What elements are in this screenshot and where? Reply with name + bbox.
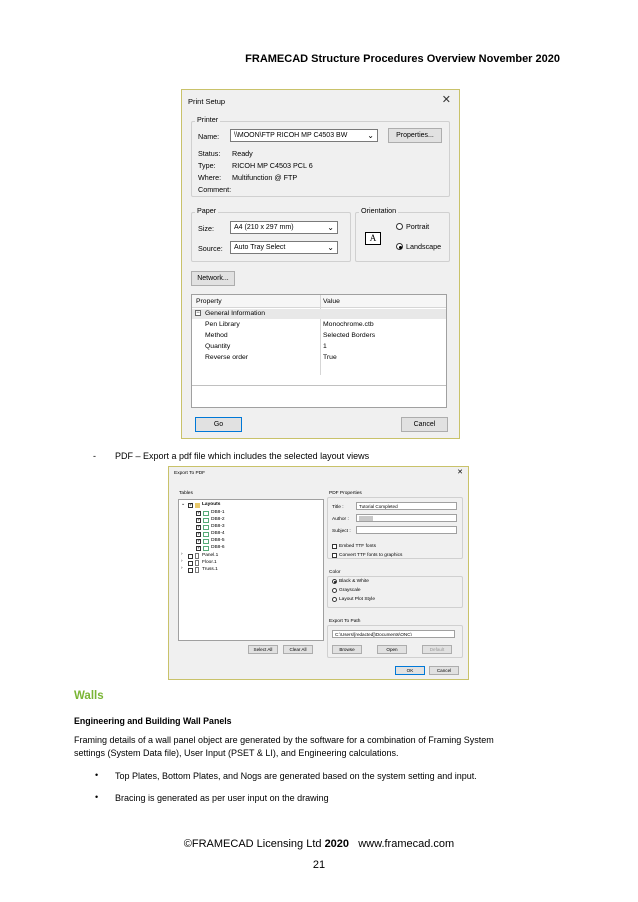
subject-input[interactable]: [356, 526, 457, 534]
chevron-down-icon: ⌄: [327, 243, 334, 252]
layout-icon: [203, 532, 209, 537]
source-label: Source:: [198, 244, 223, 253]
tree-item[interactable]: Floor.1: [202, 560, 217, 565]
folder-icon: [195, 503, 200, 508]
paper-size-select[interactable]: [230, 221, 338, 234]
collapse-icon[interactable]: ⌄: [181, 502, 186, 507]
printer-name-value: \\MOON\FTP RICOH MP C4503 BW: [234, 132, 348, 139]
table-header: [192, 295, 446, 308]
color-radio-bw[interactable]: [332, 579, 337, 584]
layout-icon: [203, 525, 209, 530]
author-input[interactable]: [356, 514, 457, 522]
tree-item[interactable]: DB8-4: [211, 531, 225, 536]
tree-checkbox[interactable]: [196, 532, 201, 537]
table-row-property: Method: [205, 332, 228, 339]
page-number: 21: [312, 859, 326, 871]
column-divider: [320, 295, 321, 375]
collapse-icon[interactable]: −: [196, 310, 200, 316]
go-button[interactable]: Go: [195, 417, 242, 432]
paper-size-value: A4 (210 x 297 mm): [234, 224, 294, 231]
tree-checkbox[interactable]: [188, 554, 193, 559]
bullet-icon: •: [95, 792, 99, 802]
tree-root-label[interactable]: Layouts: [202, 502, 221, 507]
table-row-property: Quantity: [205, 343, 231, 350]
convert-ttf-label: Convert TTF fonts to graphics: [339, 553, 403, 558]
page-header: FRAMECAD Structure Procedures Overview November 2020: [245, 53, 560, 65]
close-icon[interactable]: ✕: [457, 469, 463, 476]
document-icon: [195, 560, 199, 566]
layout-icon: [203, 546, 209, 551]
footer-site: www.framecad.com: [358, 838, 455, 850]
type-label: Type:: [198, 161, 216, 170]
tree-item[interactable]: DB8-5: [211, 538, 225, 543]
sub-heading: Engineering and Building Wall Panels: [74, 716, 232, 726]
paper-group: [191, 212, 351, 262]
paragraph-line: Framing details of a wall panel object are generated by the software for a combination of Framing System: [74, 735, 494, 745]
color-radio-grayscale[interactable]: [332, 588, 337, 593]
paper-source-select[interactable]: [230, 241, 338, 254]
property-table: [191, 294, 447, 408]
network-button[interactable]: Network...: [191, 271, 235, 286]
pdf-bullet-dash: -: [93, 451, 96, 461]
subject-label: Subject :: [332, 529, 351, 534]
dialog-title: Print Setup: [188, 97, 226, 106]
paragraph-line: settings (System Data file), User Input (PSET & LI), and Engineering calculations.: [74, 748, 399, 758]
section-heading: Walls: [74, 690, 104, 702]
chevron-down-icon: ⌄: [367, 131, 374, 140]
author-label: Author :: [332, 517, 349, 522]
title-label: Title :: [332, 505, 344, 510]
close-icon[interactable]: ✕: [441, 94, 451, 106]
table-row-property: Reverse order: [205, 354, 249, 361]
tables-label: Tables: [179, 491, 193, 496]
type-value: RICOH MP C4503 PCL 6: [232, 161, 313, 170]
category-label: General Information: [205, 310, 266, 317]
color-option: Layout Plot Style: [339, 597, 375, 602]
properties-button[interactable]: Properties...: [388, 128, 442, 143]
column-header-value: Value: [323, 298, 340, 305]
printer-group-label: Printer: [197, 115, 219, 124]
table-row-property: Pen Library: [205, 321, 240, 328]
convert-ttf-checkbox[interactable]: [332, 553, 337, 558]
color-option: Black & White: [339, 579, 369, 584]
browse-button[interactable]: Browse: [332, 645, 362, 654]
tree-checkbox[interactable]: [196, 525, 201, 530]
pdf-properties-label: PDF Properties: [329, 491, 362, 496]
chevron-down-icon: ⌄: [327, 223, 334, 232]
export-path-input[interactable]: C:\Users\[redacted]\Documents\ONC\: [332, 630, 455, 638]
tree-checkbox[interactable]: [188, 561, 193, 566]
clear-all-button[interactable]: Clear All: [283, 645, 313, 654]
printer-name-select[interactable]: [230, 129, 378, 142]
embed-ttf-label: Embed TTF fonts: [339, 544, 376, 549]
landscape-radio[interactable]: [396, 243, 403, 250]
cancel-button[interactable]: Cancel: [401, 417, 448, 432]
redacted-block: [359, 516, 373, 521]
layout-icon: [203, 539, 209, 544]
default-button[interactable]: Default: [422, 645, 452, 654]
status-label: Status:: [198, 149, 221, 158]
tree-checkbox[interactable]: [196, 539, 201, 544]
paper-source-value: Auto Tray Select: [234, 244, 286, 251]
select-all-button[interactable]: Select All: [248, 645, 278, 654]
dialog-title: Export To PDF: [174, 471, 206, 476]
bullet-text: Bracing is generated as per user input on the drawing: [115, 793, 329, 803]
tree-item[interactable]: DB8-2: [211, 517, 225, 522]
landscape-label: Landscape: [406, 242, 442, 251]
footer-line: [0, 838, 638, 850]
table-row-value[interactable]: Monochrome.ctb: [323, 321, 374, 328]
footer-copyright: ©FRAMECAD Licensing Ltd: [183, 838, 322, 850]
export-pdf-dialog: [168, 466, 469, 680]
portrait-radio[interactable]: [396, 223, 403, 230]
cancel-button[interactable]: Cancel: [429, 666, 459, 675]
open-button[interactable]: Open: [377, 645, 407, 654]
tree-checkbox[interactable]: [196, 546, 201, 551]
expand-icon[interactable]: ›: [181, 559, 183, 564]
document-icon: [195, 567, 199, 573]
table-row-value[interactable]: 1: [323, 343, 327, 350]
description-divider: [192, 385, 446, 386]
color-radio-plotstyle[interactable]: [332, 597, 337, 602]
embed-ttf-checkbox[interactable]: [332, 544, 337, 549]
name-label: Name:: [198, 132, 220, 141]
color-option: Grayscale: [339, 588, 361, 593]
table-row-value[interactable]: True: [323, 354, 337, 361]
table-row-value[interactable]: Selected Borders: [323, 332, 376, 339]
size-label: Size:: [198, 224, 214, 233]
layout-icon: [203, 511, 209, 516]
landscape-page-icon: A: [365, 232, 381, 245]
portrait-label: Portrait: [406, 222, 430, 231]
expand-icon[interactable]: ›: [181, 566, 183, 571]
print-setup-dialog: [181, 89, 460, 439]
tree-item[interactable]: Panel.1: [202, 553, 219, 558]
orientation-group-label: Orientation: [361, 206, 397, 215]
document-icon: [195, 553, 199, 559]
bullet-text: Top Plates, Bottom Plates, and Nogs are generated based on the system setting and input.: [115, 771, 477, 781]
column-header-property: Property: [196, 298, 222, 305]
expand-icon[interactable]: ›: [181, 552, 183, 557]
tree-checkbox[interactable]: [188, 503, 193, 508]
export-path-label: Export To Path: [329, 619, 361, 624]
paper-group-label: Paper: [197, 206, 217, 215]
tree-item[interactable]: DB8-6: [211, 545, 225, 550]
layout-icon: [203, 518, 209, 523]
tree-item[interactable]: DB8-3: [211, 524, 225, 529]
tree-checkbox[interactable]: [196, 518, 201, 523]
layout-tree: [178, 499, 324, 641]
color-label: Color: [329, 570, 341, 575]
tree-item[interactable]: Truss.1: [202, 567, 218, 572]
where-label: Where:: [198, 173, 222, 182]
ok-button[interactable]: OK: [395, 666, 425, 675]
footer-year: 2020: [324, 838, 350, 850]
bullet-icon: •: [95, 770, 99, 780]
tree-checkbox[interactable]: [196, 511, 201, 516]
where-value: Multifunction @ FTP: [232, 173, 298, 182]
title-input[interactable]: Tutorial Completed: [356, 502, 457, 510]
status-value: Ready: [232, 149, 253, 158]
tree-checkbox[interactable]: [188, 568, 193, 573]
tree-item[interactable]: DB8-1: [211, 510, 225, 515]
pdf-description: PDF – Export a pdf file which includes the selected layout views: [115, 451, 370, 461]
comment-label: Comment:: [198, 185, 232, 194]
